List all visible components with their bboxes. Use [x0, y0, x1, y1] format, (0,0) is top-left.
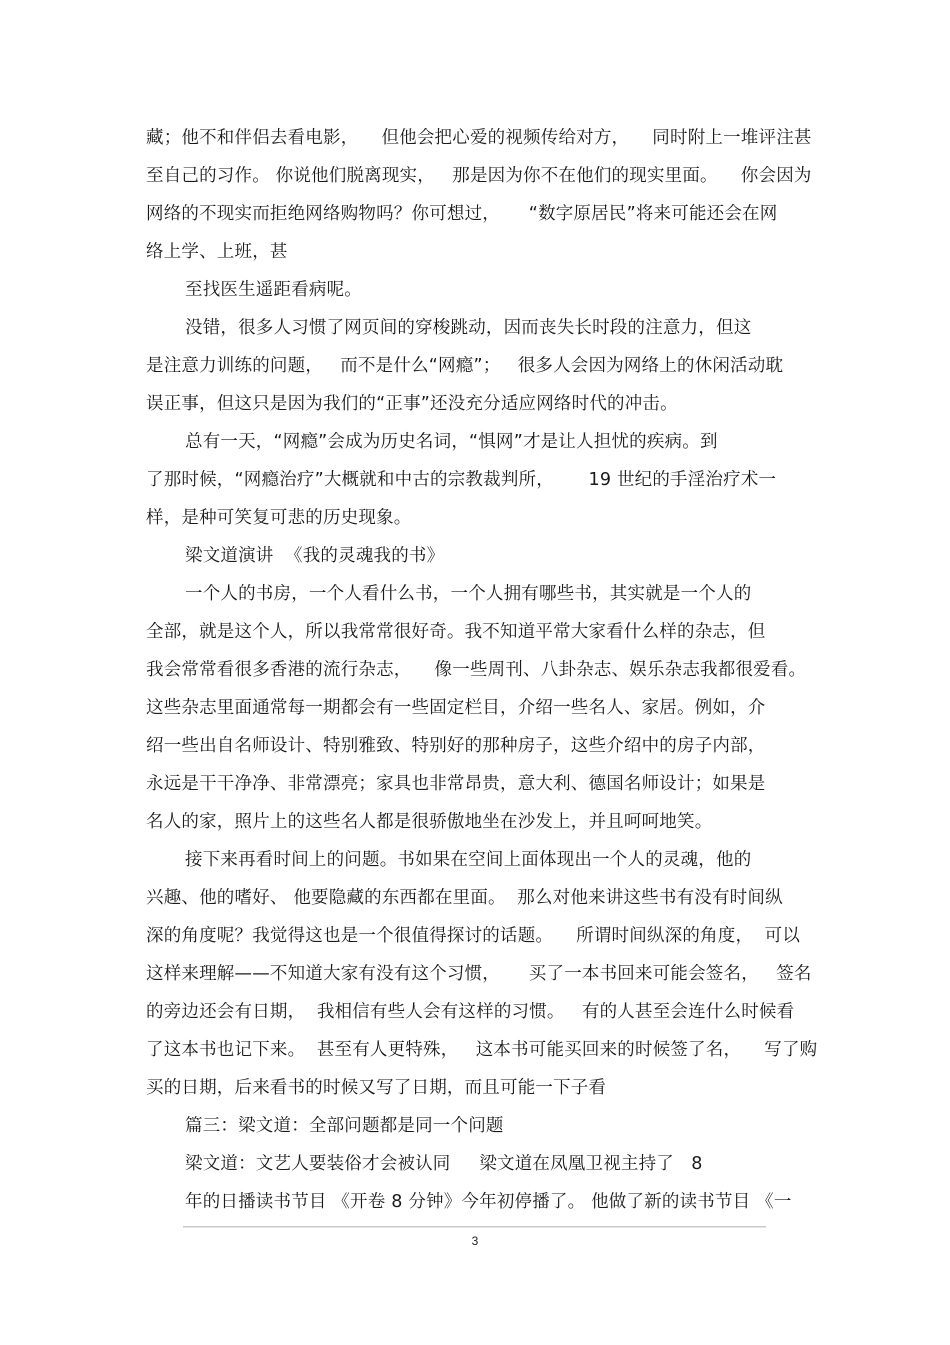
section-heading: 梁文道演讲 《我的灵魂我的书》 — [185, 546, 445, 566]
body-line: 是注意力训练的问题， 而不是什么“网瘾”； 很多人会因为网络上的休闲活动耽 — [146, 356, 784, 376]
body-line: 绍一些出自名师设计、特别雅致、特别好的那种房子，这些介绍中的房子内部， — [146, 736, 766, 756]
body-line: 一个人的书房，一个人看什么书，一个人拥有哪些书，其实就是一个人的 — [185, 584, 752, 604]
body-line: 总有一天，“网瘾”会成为历史名词，“惧网”才是让人担忧的疾病。到 — [185, 432, 718, 452]
body-line: 至找医生遥距看病呢。 — [185, 280, 362, 300]
body-line: 我会常常看很多香港的流行杂志， 像一些周刊、八卦杂志、娱乐杂志我都很爱看。 — [146, 660, 807, 680]
body-line: 的旁边还会有日期， 我相信有些人会有这样的习惯。 有的人甚至会连什么时候看 — [146, 1002, 795, 1022]
body-line: 全部，就是这个人，所以我常常很好奇。我不知道平常大家看什么样的杂志，但 — [146, 622, 766, 642]
body-line: 了那时候，“网瘾治疗”大概就和中古的宗教裁判所， 19 世纪的手淫治疗术一 — [146, 470, 777, 490]
body-line: 买的日期，后来看书的时候又写了日期，而且可能一下子看 — [146, 1078, 607, 1098]
body-line: 这样来理解——不知道大家有没有这个习惯， 买了一本书回来可能会签名， 签名 — [146, 964, 812, 984]
section-heading: 篇三：梁文道：全部问题都是同一个问题 — [185, 1116, 504, 1136]
body-line: 没错，很多人习惯了网页间的穿梭跳动，因而丧失长时段的注意力，但这 — [185, 318, 752, 338]
body-line: 了这本书也记下来。 甚至有人更特殊， 这本书可能买回来的时候签了名， 写了购 — [146, 1040, 818, 1060]
body-line: 名人的家，照片上的这些名人都是很骄傲地坐在沙发上，并且呵呵地笑。 — [146, 812, 713, 832]
body-line: 永远是干干净净、非常漂亮；家具也非常昂贵，意大利、德国名师设计；如果是 — [146, 774, 766, 794]
body-line: 样，是种可笑复可悲的历史现象。 — [146, 508, 412, 528]
page-number: 3 — [471, 1234, 479, 1248]
body-line: 络上学、上班，甚 — [146, 242, 288, 262]
body-line: 接下来再看时间上的问题。书如果在空间上面体现出一个人的灵魂，他的 — [185, 850, 752, 870]
body-line: 兴趣、他的嗜好、 他要隐藏的东西都在里面。 那么对他来讲这些书有没有时间纵 — [146, 888, 783, 908]
body-line: 深的角度呢？我觉得这也是一个很值得探讨的话题。 所谓时间纵深的角度， 可以 — [146, 926, 801, 946]
body-line: 年的日播读书节目 《开卷 8 分钟》今年初停播了。 他做了新的读书节目 《一 — [185, 1192, 792, 1212]
body-line: 至自己的习作。 你说他们脱离现实， 那是因为你不在他们的现实里面。 你会因为 — [146, 166, 812, 186]
body-line: 梁文道：文艺人要装俗才会被认同 梁文道在凤凰卫视主持了 8 — [185, 1154, 703, 1174]
body-line: 网络的不现实而拒绝网络购物吗？你可想过， “数字原居民”将来可能还会在网 — [146, 204, 778, 224]
footer-divider — [183, 1226, 766, 1227]
body-line: 误正事，但这只是因为我们的“正事”还没充分适应网络时代的冲击。 — [146, 394, 678, 414]
body-line: 这些杂志里面通常每一期都会有一些固定栏目，介绍一些名人、家居。例如，介 — [146, 698, 766, 718]
body-line: 藏；他不和伴侣去看电影， 但他会把心爱的视频传给对方， 同时附上一堆评注甚 — [146, 128, 812, 148]
